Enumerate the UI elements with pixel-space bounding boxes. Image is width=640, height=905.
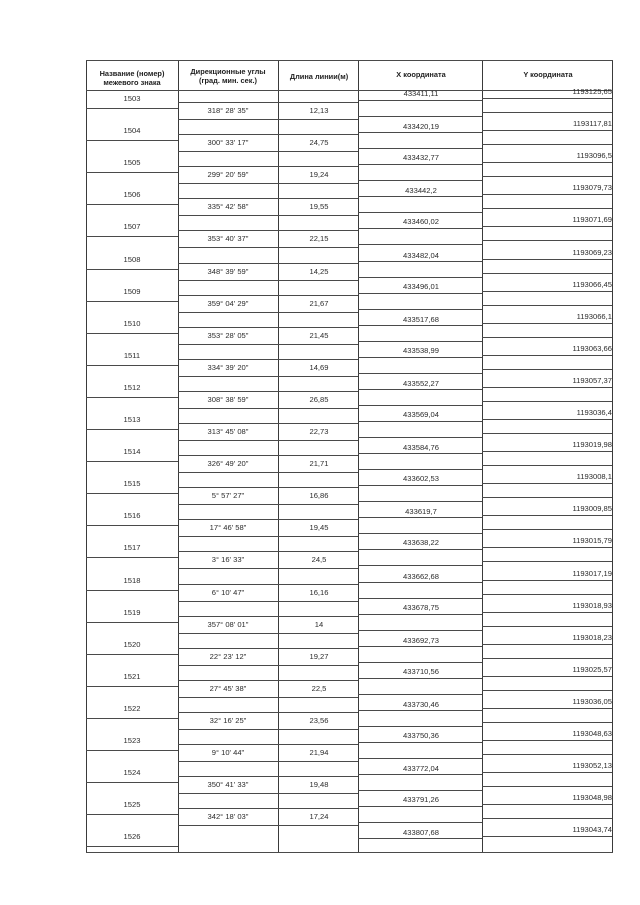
- y-coordinate: 1193057,37: [572, 375, 612, 385]
- direction-angle: 313° 45' 08": [207, 427, 249, 436]
- direction-angle: 299° 20' 59": [207, 170, 249, 180]
- line-length: 24,5: [311, 555, 327, 565]
- x-coordinate: 433662,68: [403, 571, 439, 581]
- row-rule: [86, 525, 178, 526]
- row-rule: [482, 836, 612, 837]
- y-coordinate: 1193018,93: [572, 600, 612, 610]
- direction-angle: 334° 39' 20": [207, 362, 249, 372]
- row-rule: [86, 333, 178, 334]
- row-rule: [86, 622, 178, 623]
- row-rule: [86, 814, 178, 815]
- row-rule: [482, 144, 612, 145]
- x-coordinate: 433460,02: [403, 217, 439, 227]
- row-rule: [482, 401, 612, 402]
- x-coordinate: 433552,27: [403, 378, 439, 388]
- line-length: 14: [314, 619, 324, 629]
- row-rule: [178, 215, 358, 216]
- direction-angle: 5° 57' 27": [211, 491, 245, 501]
- row-rule: [358, 646, 482, 647]
- row-rule: [86, 846, 178, 847]
- direction-angle: 348° 39' 59": [207, 266, 249, 276]
- direction-angle: 3° 16' 33": [211, 555, 245, 565]
- direction-angle: 335° 42' 58": [207, 202, 249, 212]
- direction-angle: 326° 49' 20": [207, 459, 249, 469]
- x-coordinate: 433750,36: [403, 731, 439, 740]
- row-rule: [358, 662, 482, 663]
- point-number: 1508: [123, 254, 141, 264]
- row-rule: [178, 633, 358, 634]
- row-rule: [358, 726, 482, 727]
- row-rule: [358, 742, 482, 743]
- point-number: 1516: [123, 511, 141, 521]
- row-rule: [358, 582, 482, 583]
- row-rule: [482, 547, 612, 548]
- row-rule: [482, 323, 612, 324]
- point-number: 1511: [123, 350, 141, 360]
- point-number: 1512: [123, 382, 141, 392]
- row-rule: [358, 132, 482, 133]
- row-rule: [482, 387, 612, 388]
- column-border: [278, 60, 279, 852]
- row-rule: [358, 293, 482, 294]
- row-rule: [358, 116, 482, 117]
- row-rule: [482, 433, 612, 434]
- x-coordinate: 433432,77: [403, 153, 439, 163]
- row-rule: [178, 230, 358, 231]
- x-coordinate: 433517,68: [403, 314, 439, 324]
- row-rule: [358, 565, 482, 566]
- line-length: 14,25: [309, 266, 329, 276]
- row-rule: [482, 626, 612, 627]
- x-coordinate: 433619,7: [405, 507, 437, 517]
- column-border: [482, 60, 483, 852]
- row-rule: [482, 580, 612, 581]
- row-rule: [358, 357, 482, 358]
- row-rule: [178, 295, 358, 296]
- row-rule: [482, 419, 612, 420]
- row-rule: [482, 226, 612, 227]
- row-rule: [358, 437, 482, 438]
- row-rule: [482, 369, 612, 370]
- row-rule: [358, 405, 482, 406]
- row-rule: [86, 750, 178, 751]
- header-y-coordinate: Y координата: [523, 70, 573, 79]
- direction-angle: 6° 10' 47": [211, 587, 245, 597]
- line-length: 16,86: [309, 491, 329, 501]
- x-coordinate: 433791,26: [403, 795, 439, 805]
- point-number: 1523: [123, 736, 141, 745]
- row-rule: [482, 740, 612, 741]
- y-coordinate: 1193043,74: [572, 825, 612, 835]
- row-rule: [178, 551, 358, 552]
- row-rule: [86, 172, 178, 173]
- row-rule: [358, 341, 482, 342]
- row-rule: [178, 776, 358, 777]
- line-length: 16,16: [309, 587, 329, 597]
- row-rule: [178, 584, 358, 585]
- y-coordinate: 1193071,69: [572, 215, 612, 225]
- x-coordinate: 433807,68: [403, 828, 439, 838]
- x-coordinate: 433442,2: [405, 186, 437, 196]
- row-rule: [178, 712, 358, 713]
- direction-angle: 32° 16' 25": [209, 715, 247, 725]
- y-coordinate: 1193018,23: [572, 632, 612, 642]
- row-rule: [178, 247, 358, 248]
- row-rule: [358, 277, 482, 278]
- y-coordinate: 1193052,13: [572, 761, 612, 771]
- row-rule: [86, 140, 178, 141]
- row-rule: [358, 549, 482, 550]
- line-length: 21,67: [309, 298, 329, 308]
- row-rule: [178, 198, 358, 199]
- x-coordinate: 433569,04: [403, 410, 439, 419]
- row-rule: [482, 176, 612, 177]
- header-direction-angle-line1: Дирекционные углы: [190, 67, 266, 76]
- point-number: 1506: [123, 190, 141, 200]
- header-point-number: [86, 69, 178, 87]
- point-number: 1524: [123, 768, 141, 778]
- row-rule: [178, 697, 358, 698]
- row-rule: [86, 108, 178, 109]
- row-rule: [482, 194, 612, 195]
- row-rule: [178, 359, 358, 360]
- x-coordinate: 433496,01: [403, 281, 439, 291]
- line-length: 19,48: [309, 780, 329, 790]
- row-rule: [178, 183, 358, 184]
- y-coordinate: 1193063,66: [572, 343, 612, 353]
- point-number: 1525: [123, 800, 141, 810]
- row-rule: [358, 790, 482, 791]
- y-coordinate: 1193015,79: [572, 536, 612, 546]
- row-rule: [358, 453, 482, 454]
- row-rule: [482, 676, 612, 677]
- row-rule: [482, 112, 612, 113]
- y-coordinate: 1193036,05: [572, 696, 612, 706]
- row-rule: [482, 818, 612, 819]
- point-number: 1514: [123, 447, 141, 457]
- y-coordinate: 1193096,5: [576, 151, 612, 161]
- line-length: 19,27: [309, 651, 329, 661]
- line-length: 26,85: [309, 394, 329, 404]
- row-rule: [178, 344, 358, 345]
- column-border: [612, 60, 613, 852]
- row-rule: [86, 236, 178, 237]
- point-number: 1517: [123, 543, 141, 553]
- point-number: 1519: [123, 607, 141, 617]
- header-point-number-line2: межевого знака: [103, 78, 161, 87]
- y-coordinate: 1193009,85: [572, 504, 612, 514]
- direction-angle: 9° 10' 44": [211, 748, 245, 757]
- row-rule: [358, 614, 482, 615]
- direction-angle: 359° 04' 29": [207, 298, 249, 308]
- column-border: [358, 60, 359, 852]
- row-rule: [86, 269, 178, 270]
- row-rule: [482, 722, 612, 723]
- row-rule: [358, 100, 482, 101]
- row-rule: [358, 694, 482, 695]
- row-rule: [482, 483, 612, 484]
- row-rule: [358, 838, 482, 839]
- row-rule: [358, 421, 482, 422]
- header-x-coordinate: X координата: [396, 70, 446, 79]
- row-rule: [358, 774, 482, 775]
- direction-angle: 318° 28' 35": [207, 106, 249, 115]
- x-coordinate: 433772,04: [403, 764, 439, 774]
- row-rule: [482, 240, 612, 241]
- line-length: 19,55: [309, 202, 329, 212]
- y-coordinate: 1193066,45: [572, 279, 612, 289]
- row-rule: [178, 423, 358, 424]
- row-rule: [178, 504, 358, 505]
- header-direction-angle: [180, 67, 276, 85]
- row-rule: [358, 630, 482, 631]
- direction-angle: 300° 33' 17": [207, 138, 249, 148]
- row-rule: [178, 616, 358, 617]
- point-number: 1509: [123, 286, 141, 296]
- x-coordinate: 433411,11: [403, 89, 439, 98]
- direction-angle: 308° 38' 59": [207, 394, 249, 404]
- row-rule: [86, 365, 178, 366]
- row-rule: [358, 758, 482, 759]
- row-rule: [86, 557, 178, 558]
- y-coordinate: 1193066,1: [576, 311, 612, 321]
- x-coordinate: 433710,56: [403, 666, 439, 676]
- column-border: [86, 60, 87, 852]
- line-length: 19,24: [309, 170, 329, 180]
- row-rule: [178, 376, 358, 377]
- row-rule: [178, 744, 358, 745]
- row-rule: [178, 536, 358, 537]
- row-rule: [482, 529, 612, 530]
- row-rule: [178, 391, 358, 392]
- row-rule: [178, 729, 358, 730]
- row-rule: [482, 451, 612, 452]
- row-rule: [358, 485, 482, 486]
- row-rule: [358, 373, 482, 374]
- direction-angle: 17° 46' 58": [209, 523, 247, 533]
- row-rule: [178, 825, 358, 826]
- row-rule: [358, 710, 482, 711]
- line-length: 12,13: [309, 106, 329, 115]
- y-coordinate: 1193069,23: [572, 247, 612, 257]
- row-rule: [86, 461, 178, 462]
- row-rule: [482, 594, 612, 595]
- row-rule: [178, 440, 358, 441]
- row-rule: [358, 228, 482, 229]
- row-rule: [482, 515, 612, 516]
- row-rule: [178, 519, 358, 520]
- row-rule: [86, 301, 178, 302]
- row-rule: [358, 806, 482, 807]
- line-length: 17,24: [309, 812, 329, 822]
- row-rule: [482, 162, 612, 163]
- row-rule: [358, 325, 482, 326]
- x-coordinate: 433730,46: [403, 699, 439, 709]
- row-rule: [482, 754, 612, 755]
- y-coordinate: 1193036,4: [576, 408, 612, 417]
- row-rule: [482, 690, 612, 691]
- line-length: 19,45: [309, 523, 329, 533]
- row-rule: [482, 644, 612, 645]
- row-rule: [482, 561, 612, 562]
- x-coordinate: 433420,19: [403, 122, 439, 132]
- point-number: 1515: [123, 479, 141, 489]
- direction-angle: 353° 28' 05": [207, 330, 249, 340]
- row-rule: [358, 180, 482, 181]
- column-border: [178, 60, 179, 852]
- point-number: 1510: [123, 318, 141, 328]
- row-rule: [358, 678, 482, 679]
- header-point-number-line1: Название (номер): [99, 69, 165, 78]
- row-rule: [86, 590, 178, 591]
- point-number: 1504: [123, 126, 141, 136]
- x-coordinate: 433692,73: [403, 635, 439, 645]
- row-rule: [482, 355, 612, 356]
- row-rule: [178, 472, 358, 473]
- point-number: 1520: [123, 639, 141, 649]
- direction-angle: 353° 40' 37": [207, 234, 249, 244]
- line-length: 14,69: [309, 362, 329, 372]
- direction-angle: 27° 45' 38": [209, 683, 247, 693]
- y-coordinate: 1193048,63: [572, 729, 612, 738]
- row-rule: [482, 337, 612, 338]
- y-coordinate: 1193019,98: [572, 440, 612, 450]
- row-rule: [178, 648, 358, 649]
- header-line-length: Длина линии(м): [289, 72, 349, 81]
- row-rule: [482, 208, 612, 209]
- x-coordinate: 433538,99: [403, 345, 439, 355]
- x-coordinate: 433638,22: [403, 538, 439, 548]
- line-length: 24,75: [309, 138, 329, 148]
- row-rule: [178, 134, 358, 135]
- x-coordinate: 433678,75: [403, 602, 439, 612]
- x-coordinate: 433602,53: [403, 474, 439, 484]
- row-rule: [178, 601, 358, 602]
- row-rule: [178, 455, 358, 456]
- row-rule: [86, 654, 178, 655]
- row-rule: [86, 718, 178, 719]
- row-rule: [482, 273, 612, 274]
- y-coordinate: 1193008,1: [576, 472, 612, 482]
- table-top-border: [86, 60, 613, 61]
- row-rule: [358, 822, 482, 823]
- x-coordinate: 433482,04: [403, 250, 439, 260]
- direction-angle: 342° 18' 03": [207, 812, 249, 822]
- row-rule: [178, 487, 358, 488]
- line-length: 22,5: [311, 683, 327, 693]
- row-rule: [178, 280, 358, 281]
- row-rule: [358, 196, 482, 197]
- line-length: 23,56: [309, 715, 329, 725]
- row-rule: [482, 658, 612, 659]
- row-rule: [358, 261, 482, 262]
- table-bottom-border: [86, 852, 613, 853]
- row-rule: [358, 501, 482, 502]
- row-rule: [178, 151, 358, 152]
- row-rule: [178, 680, 358, 681]
- row-rule: [178, 166, 358, 167]
- line-length: 21,94: [309, 748, 329, 757]
- row-rule: [178, 102, 358, 103]
- row-rule: [178, 793, 358, 794]
- row-rule: [178, 312, 358, 313]
- y-coordinate: 1193117,81: [573, 119, 612, 129]
- row-rule: [178, 327, 358, 328]
- row-rule: [358, 389, 482, 390]
- x-coordinate: 433584,76: [403, 443, 439, 453]
- row-rule: [482, 772, 612, 773]
- line-length: 22,15: [309, 234, 329, 244]
- point-number: 1505: [123, 158, 141, 168]
- row-rule: [178, 408, 358, 409]
- row-rule: [178, 761, 358, 762]
- y-coordinate: 1193079,73: [572, 183, 612, 193]
- point-number: 1522: [123, 703, 141, 713]
- direction-angle: 357° 08' 01": [207, 619, 249, 629]
- row-rule: [86, 493, 178, 494]
- row-rule: [178, 263, 358, 264]
- point-number: 1503: [123, 94, 141, 103]
- row-rule: [482, 259, 612, 260]
- row-rule: [482, 497, 612, 498]
- row-rule: [358, 244, 482, 245]
- y-coordinate: 1193048,98: [572, 793, 612, 803]
- row-rule: [358, 517, 482, 518]
- line-length: 22,73: [309, 427, 329, 436]
- point-number: 1521: [123, 671, 141, 681]
- row-rule: [482, 291, 612, 292]
- row-rule: [358, 164, 482, 165]
- row-rule: [86, 397, 178, 398]
- row-rule: [482, 130, 612, 131]
- row-rule: [358, 533, 482, 534]
- row-rule: [358, 309, 482, 310]
- line-length: 21,45: [309, 330, 329, 340]
- point-number: 1507: [123, 222, 141, 232]
- row-rule: [482, 305, 612, 306]
- point-number: 1513: [123, 415, 141, 424]
- row-rule: [178, 119, 358, 120]
- direction-angle: 22° 23' 12": [209, 651, 247, 661]
- row-rule: [358, 212, 482, 213]
- row-rule: [482, 98, 612, 99]
- row-rule: [358, 469, 482, 470]
- row-rule: [482, 612, 612, 613]
- row-rule: [86, 429, 178, 430]
- row-rule: [358, 598, 482, 599]
- row-rule: [178, 665, 358, 666]
- row-rule: [482, 465, 612, 466]
- row-rule: [86, 204, 178, 205]
- row-rule: [482, 708, 612, 709]
- y-coordinate: 1193125,65: [572, 87, 612, 96]
- line-length: 21,71: [309, 459, 329, 469]
- y-coordinate: 1193025,57: [572, 664, 612, 674]
- row-rule: [86, 686, 178, 687]
- point-number: 1526: [123, 832, 141, 842]
- row-rule: [358, 148, 482, 149]
- header-direction-angle-line2: (град. мин. сек.): [199, 76, 257, 85]
- direction-angle: 350° 41' 33": [207, 780, 249, 790]
- point-number: 1518: [123, 575, 141, 585]
- y-coordinate: 1193017,19: [572, 568, 612, 578]
- row-rule: [86, 782, 178, 783]
- row-rule: [178, 808, 358, 809]
- row-rule: [482, 786, 612, 787]
- row-rule: [178, 568, 358, 569]
- row-rule: [482, 804, 612, 805]
